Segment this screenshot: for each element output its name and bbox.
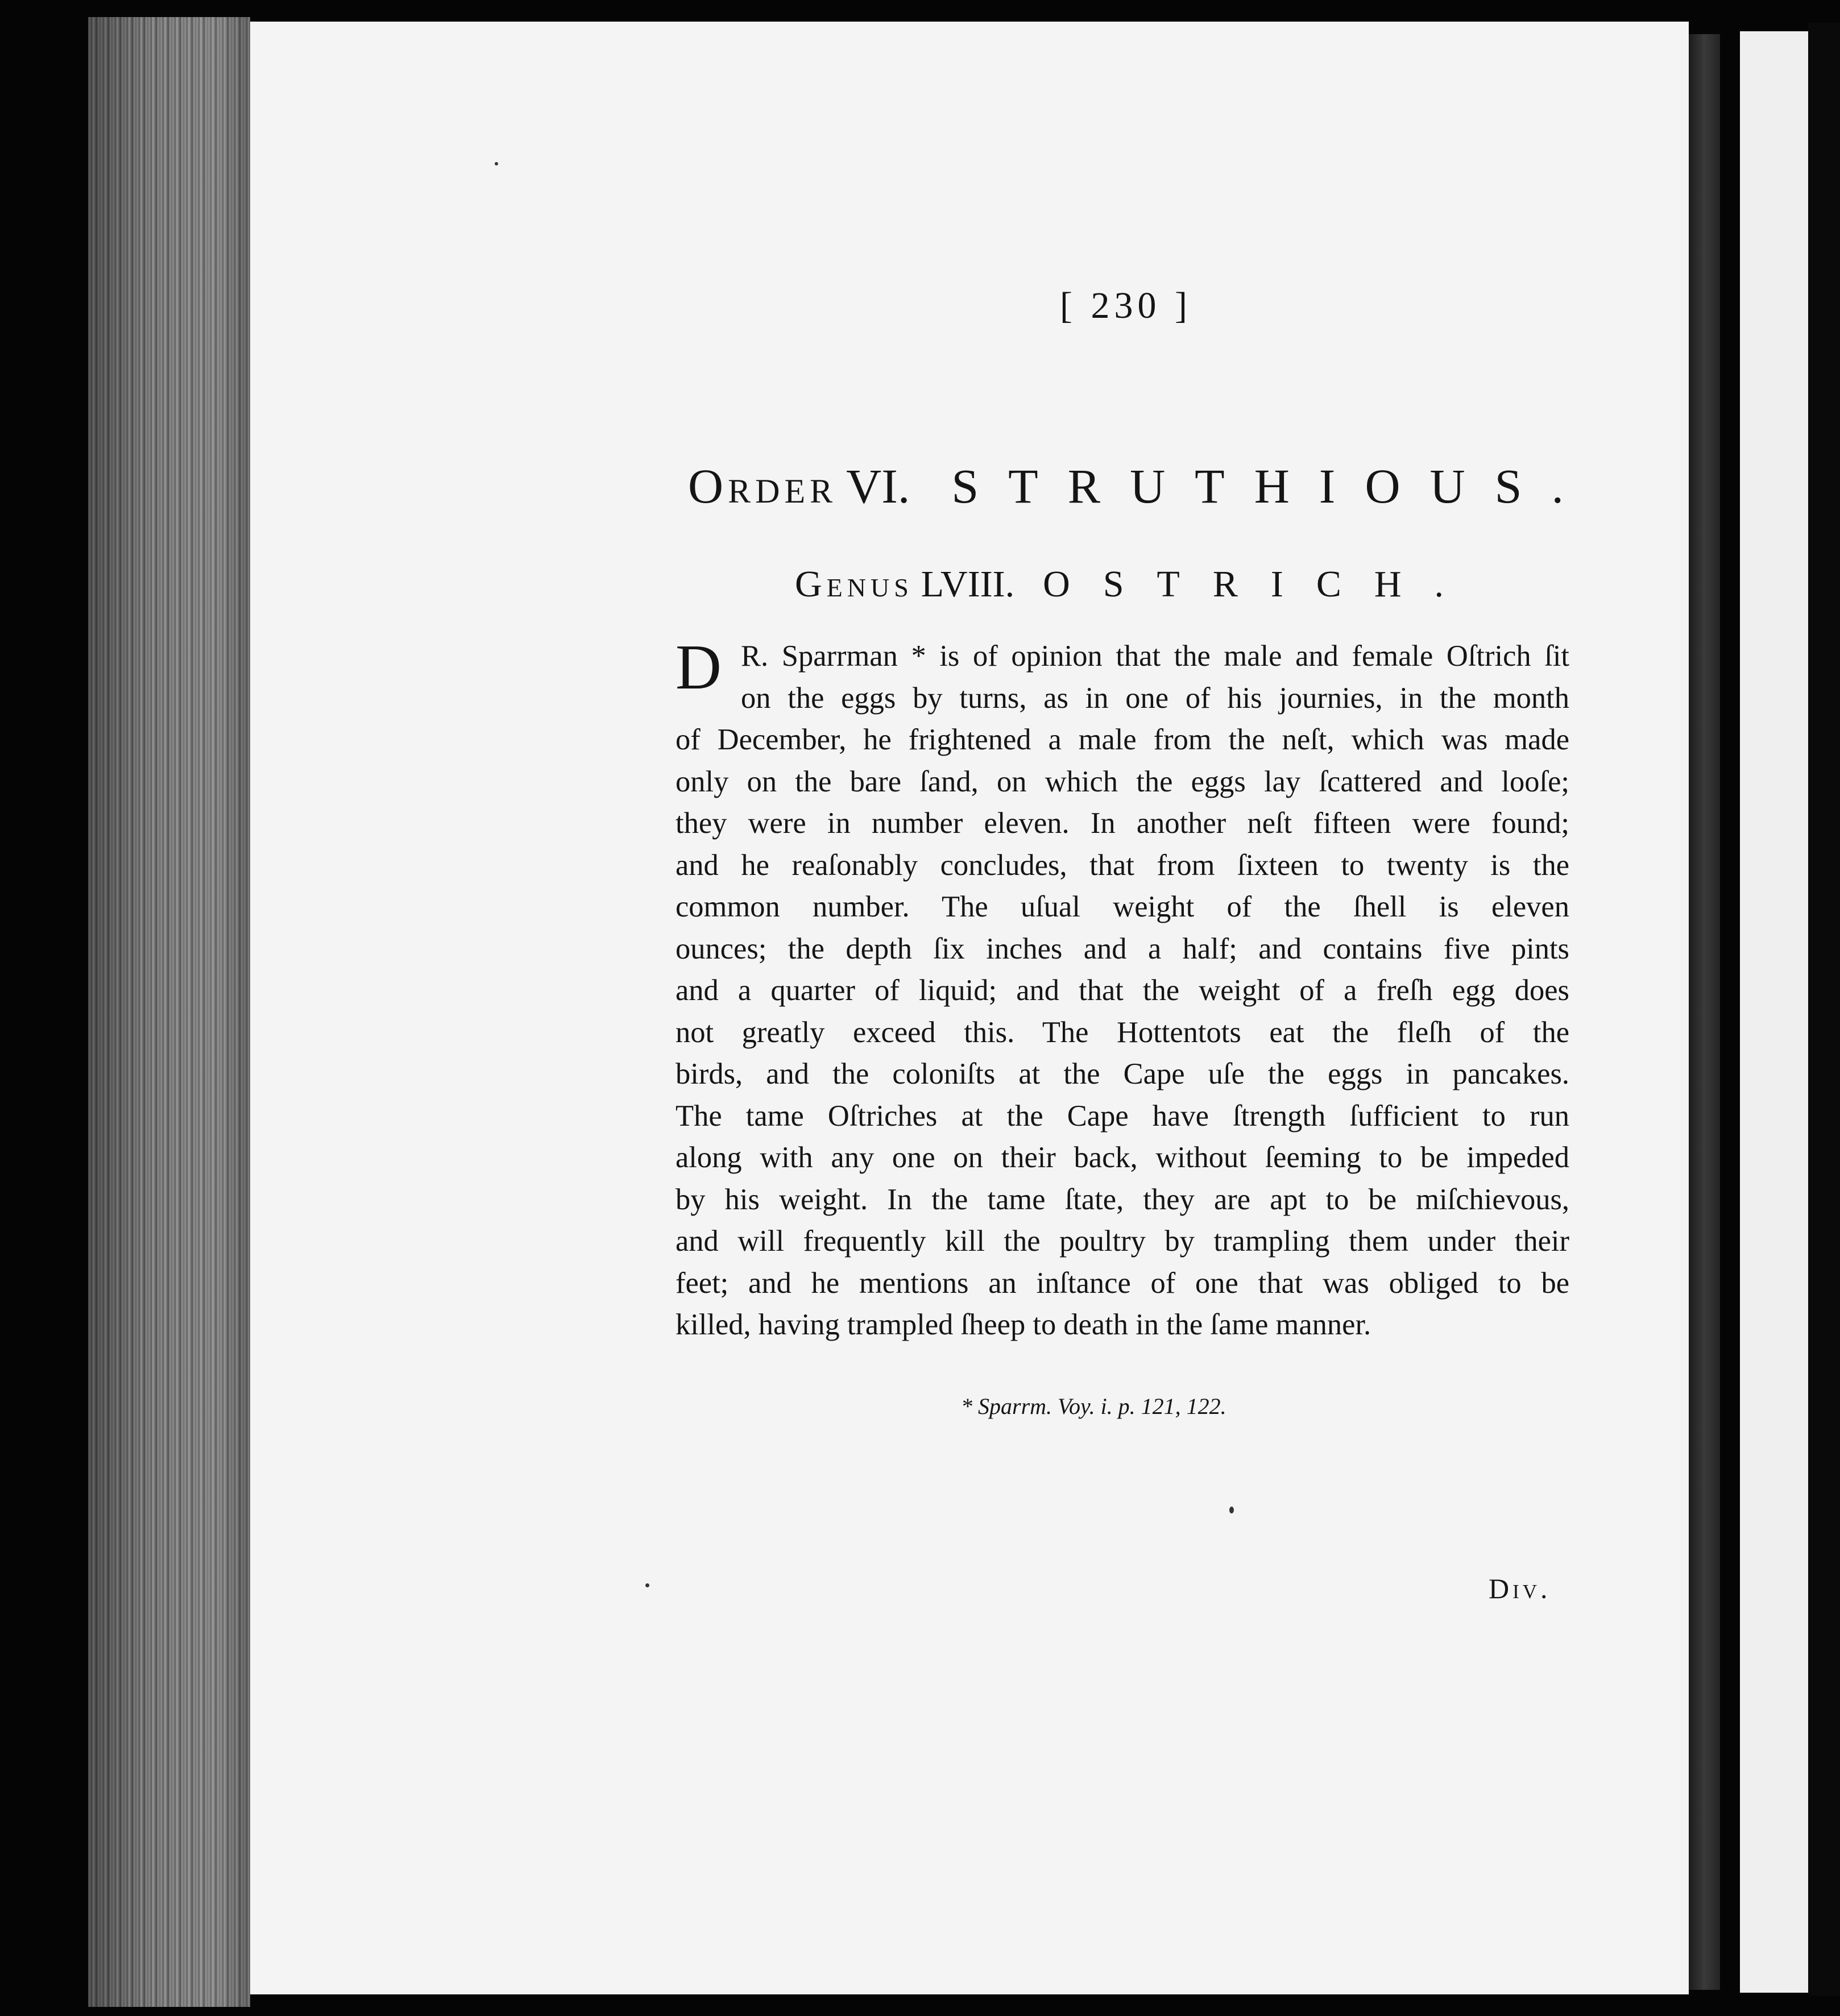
body-line: killed, having trampled ſheep to death in the ſame manner.: [676, 1308, 1371, 1341]
body-line: on the eggs by turns, as in one of his journies, in the month: [741, 681, 1569, 715]
body-line: along with any one on their back, without ſeeming to be impeded: [676, 1141, 1569, 1174]
body-line: by his weight. In the tame ſtate, they are apt to be miſchievous,: [676, 1183, 1569, 1216]
order-number: VI.: [846, 459, 910, 513]
order-heading: [688, 458, 1593, 515]
facing-page-edge: [1740, 31, 1808, 1993]
scan-speck: [645, 1583, 649, 1587]
body-line: R. Sparrman * is of opinion that the male and female Oſtrich ſit: [741, 640, 1569, 673]
footnote: * Sparrm. Voy. i. p. 121, 122.: [961, 1393, 1226, 1419]
fore-edge-shading: [88, 17, 250, 2007]
book-gutter: [1689, 34, 1720, 1990]
catchword: Div.: [1489, 1573, 1551, 1604]
body-line: and will frequently kill the poultry by trampling them under their: [676, 1225, 1569, 1258]
body-line: of December, he frightened a male from the neſt, which was made: [676, 723, 1569, 756]
body-line: common number. The uſual weight of the ſhell is eleven: [676, 890, 1569, 923]
genus-label: Genus: [795, 563, 913, 605]
body-line: feet; and he mentions an inſtance of one that was obliged to be: [676, 1266, 1569, 1300]
order-label: Order: [688, 459, 838, 513]
body-line: they were in number eleven. In another neſt fifteen were found;: [676, 807, 1569, 840]
scan-speck: [495, 162, 498, 165]
body-line: ounces; the depth ſix inches and a half; and contains five pints: [676, 932, 1569, 965]
body-line: only on the bare ſand, on which the eggs lay ſcattered and looſe;: [676, 765, 1569, 798]
order-name: STRUTHIOUS.: [951, 459, 1593, 513]
scan-right-border: [1808, 23, 1840, 1996]
drop-cap: D: [676, 632, 722, 703]
genus-number: LVIII.: [921, 563, 1015, 605]
body-paragraph: [676, 632, 1569, 1346]
body-line: The tame Oſtriches at the Cape have ſtrength ſufficient to run: [676, 1099, 1569, 1133]
body-line: birds, and the coloniſts at the Cape uſe the eggs in pancakes.: [676, 1057, 1569, 1090]
genus-heading: [795, 563, 1477, 606]
genus-name: OSTRICH.: [1043, 563, 1477, 605]
page-number: [ 230 ]: [1060, 285, 1192, 326]
body-line: not greatly exceed this. The Hottentots eat the fleſh of the: [676, 1015, 1569, 1049]
body-line: and he reaſonably concludes, that from ſixteen to twenty is the: [676, 848, 1569, 882]
body-line: and a quarter of liquid; and that the weight of a freſh egg does: [676, 974, 1569, 1007]
scan-speck: [1229, 1507, 1234, 1513]
